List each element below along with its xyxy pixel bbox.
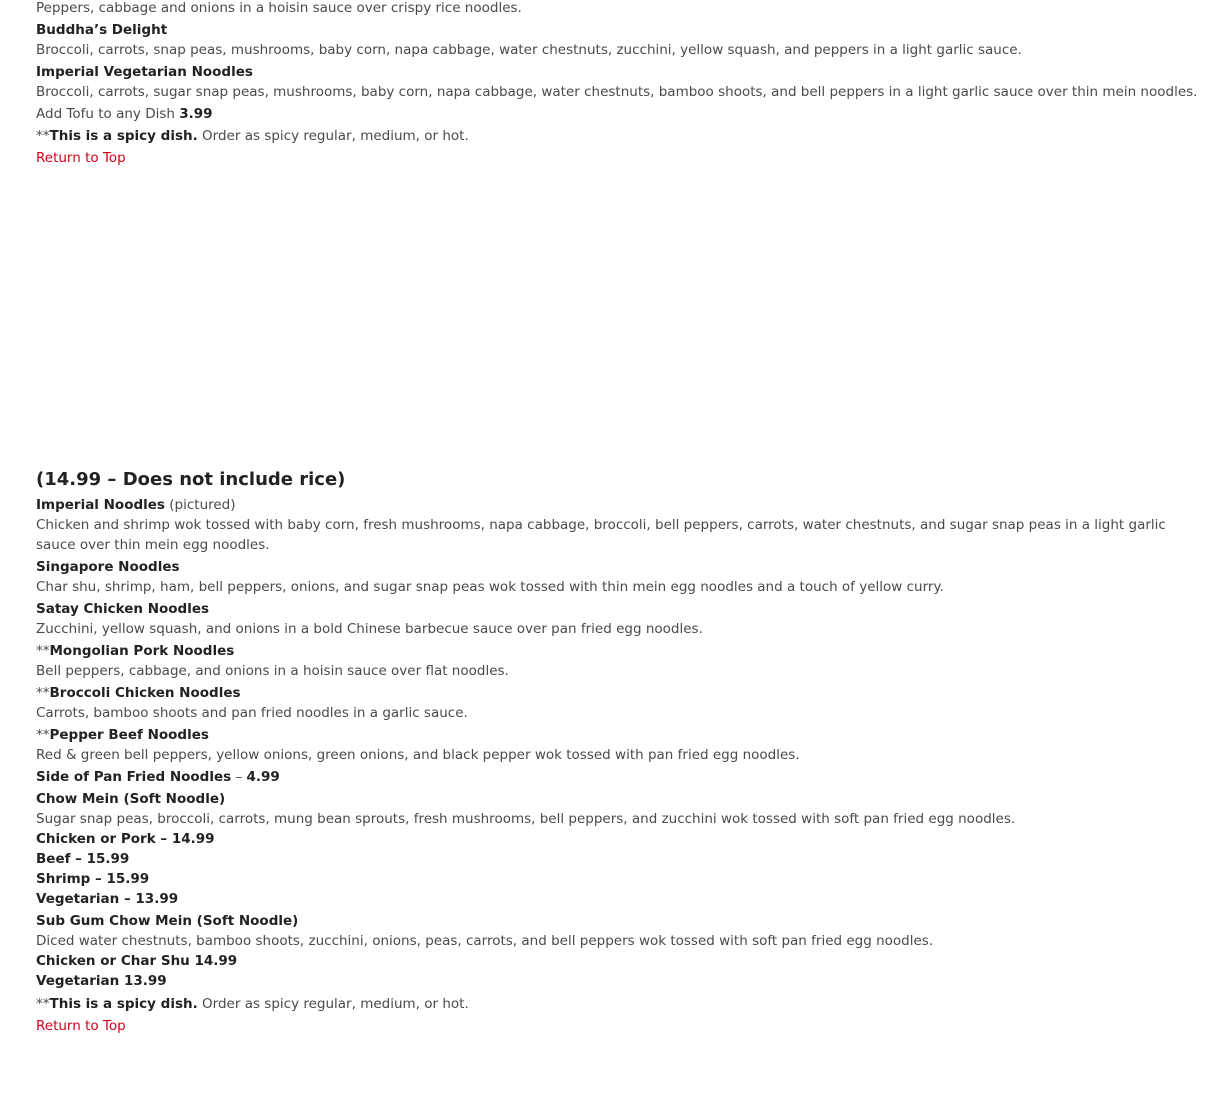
item-imperial-noodles: [36, 495, 236, 515]
item-side-pan-fried-noodles: [36, 767, 280, 787]
spicy-note-bold: This is a spicy dish.: [49, 128, 198, 144]
spicy-note: [36, 126, 469, 146]
item-mongolian-pork-noodles: [36, 641, 234, 661]
price-line: Vegetarian 13.99: [36, 973, 167, 989]
spicy-stars: **: [36, 643, 50, 659]
item-pepper-beef-noodles: [36, 725, 209, 745]
item-description: Char shu, shrimp, ham, bell peppers, onions, and sugar snap peas wok tossed with thin mein egg noodles and a touch of yellow curry.: [36, 579, 944, 595]
item-description: Peppers, cabbage and onions in a hoisin sauce over crispy rice noodles.: [36, 0, 522, 16]
return-to-top-link[interactable]: Return to Top: [36, 1018, 126, 1034]
add-tofu-price: 3.99: [179, 106, 213, 122]
spicy-note-bold: This is a spicy dish.: [49, 996, 198, 1012]
item-name-pepper-beef-noodles: Pepper Beef Noodles: [49, 727, 209, 743]
item-description: Chicken and shrimp wok tossed with baby corn, fresh mushrooms, napa cabbage, broccoli, bell peppers, carrots, water chestnuts, and sugar snap peas in a light garlic sauce over thin mein egg noodles.: [36, 517, 1166, 553]
spicy-stars: **: [36, 128, 50, 144]
item-name-imperial-noodles: Imperial Noodles: [36, 497, 165, 513]
add-tofu-line: [36, 104, 213, 124]
item-note-pictured: (pictured): [164, 497, 236, 513]
item-description: Broccoli, carrots, snap peas, mushrooms, baby corn, napa cabbage, water chestnuts, zucchini, yellow squash, and peppers in a light garlic sauce.: [36, 42, 1022, 58]
item-name-side-pan-fried-noodles: Side of Pan Fried Noodles: [36, 769, 232, 785]
item-name-mongolian-pork-noodles: Mongolian Pork Noodles: [49, 643, 235, 659]
item-description: Carrots, bamboo shoots and pan fried noodles in a garlic sauce.: [36, 705, 468, 721]
spicy-note: [36, 994, 469, 1014]
spicy-stars: **: [36, 685, 50, 701]
item-name-broccoli-chicken-noodles: Broccoli Chicken Noodles: [49, 685, 241, 701]
price-line: Shrimp – 15.99: [36, 871, 150, 887]
item-description: Diced water chestnuts, bamboo shoots, zucchini, onions, peas, carrots, and bell peppers wok tossed with soft pan fried egg noodles.: [36, 933, 934, 949]
return-to-top-link[interactable]: Return to Top: [36, 150, 126, 166]
item-description: Broccoli, carrots, sugar snap peas, mushrooms, baby corn, napa cabbage, water chestnuts, bamboo shoots, and bell peppers in a light garlic sauce over thin mein noodles.: [36, 84, 1198, 100]
section-heading: (14.99 – Does not include rice): [36, 469, 346, 490]
item-broccoli-chicken-noodles: [36, 683, 241, 703]
spicy-note-text: Order as spicy regular, medium, or hot.: [197, 996, 469, 1012]
spicy-stars: **: [36, 727, 50, 743]
item-name-chow-mein: Chow Mein (Soft Noodle): [36, 791, 226, 807]
item-description: Bell peppers, cabbage, and onions in a hoisin sauce over flat noodles.: [36, 663, 509, 679]
item-description: Sugar snap peas, broccoli, carrots, mung bean sprouts, fresh mushrooms, bell peppers, and zucchini wok tossed with soft pan fried egg noodles.: [36, 811, 1016, 827]
price-line: Chicken or Char Shu 14.99: [36, 953, 238, 969]
item-name-singapore-noodles: Singapore Noodles: [36, 559, 180, 575]
item-name-satay-chicken-noodles: Satay Chicken Noodles: [36, 601, 210, 617]
price-dash: –: [231, 769, 247, 785]
item-description: Zucchini, yellow squash, and onions in a bold Chinese barbecue sauce over pan fried egg noodles.: [36, 621, 703, 637]
item-description: Red & green bell peppers, yellow onions, green onions, and black pepper wok tossed with pan fried egg noodles.: [36, 747, 800, 763]
spicy-note-text: Order as spicy regular, medium, or hot.: [197, 128, 469, 144]
spicy-stars: **: [36, 996, 50, 1012]
item-name-sub-gum-chow-mein: Sub Gum Chow Mein (Soft Noodle): [36, 913, 299, 929]
price-line: Chicken or Pork – 14.99: [36, 831, 215, 847]
item-name-imperial-vegetarian-noodles: Imperial Vegetarian Noodles: [36, 64, 253, 80]
price-line: Beef – 15.99: [36, 851, 130, 867]
item-price: 4.99: [246, 769, 280, 785]
item-name-buddhas-delight: Buddha’s Delight: [36, 22, 168, 38]
price-line: Vegetarian – 13.99: [36, 891, 179, 907]
add-tofu-label: Add Tofu to any Dish: [36, 106, 180, 122]
